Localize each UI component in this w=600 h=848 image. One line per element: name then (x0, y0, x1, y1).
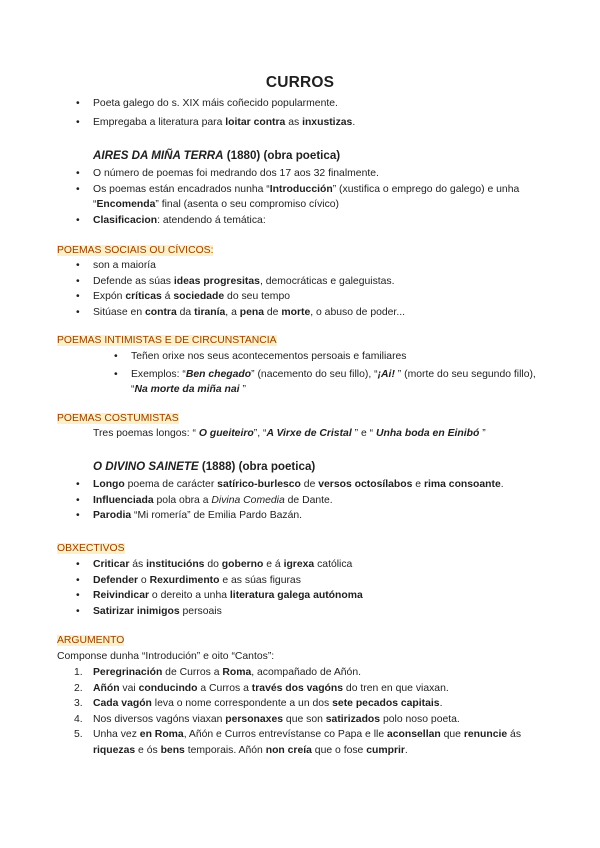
divino-list (93, 477, 563, 524)
list-item: 5. Unha vez en Roma, Añón e Curros entrevístanse co Papa e lle aconsellan que renuncie ás riquezas e ós bens temporais. Añón non creía que o fose cumprir. (74, 729, 522, 756)
list-item: • Poeta galego do s. XIX máis coñecido popularmente. (93, 96, 563, 112)
section-heading-aires: AIRES DA MIÑA TERRA (1880) (obra poetica) (93, 149, 341, 162)
section-heading-divino: O DIVINO SAINETE (1888) (obra poetica) (93, 460, 316, 473)
list-item: 1. Peregrinación de Curros a Roma, acompañado de Añón. (74, 667, 362, 678)
section-heading-sociais: POEMAS SOCIAIS OU CÍVICOS: (57, 245, 214, 256)
intimistas-list (131, 349, 571, 398)
list-item: • Expón críticas á sociedade do seu tempo (93, 289, 553, 305)
list-item: • Empregaba a literatura para loitar contra as inxustizas. (93, 115, 563, 131)
list-item: • son a maioría (93, 258, 553, 274)
list-item: • Defender o Rexurdimento e as súas figuras (93, 573, 563, 589)
intro-list (93, 96, 563, 130)
list-item: • Reivindicar o dereito a unha literatura galega autónoma (93, 588, 563, 604)
argumento-list (74, 665, 553, 759)
section-heading-costumistas: POEMAS COSTUMISTAS (57, 413, 179, 424)
list-item: • Sitúase en contra da tiranía, a pena de morte, o abuso de poder... (93, 305, 553, 321)
list-item: • O número de poemas foi medrando dos 17 aos 32 finalmente. (93, 166, 553, 182)
obxectivos-list (93, 557, 563, 619)
argumento-lead: Componse dunha “Introdución” e oito “Cantos”: (57, 651, 275, 662)
list-item: 3. Cada vagón leva o nome correspondente a un dos sete pecados capitais. (74, 698, 443, 710)
list-item: • Satirizar inimigos persoais (93, 604, 563, 620)
list-item: • Defende as súas ideas progresitas, democráticas e galeguistas. (93, 274, 553, 290)
section-heading-obxectivos: OBXECTIVOS (57, 543, 125, 554)
list-item: • Exemplos: “Ben chegado” (nacemento do seu fillo), “¡Ai! ” (morte do seu segundo fillo), “Na morte da miña nai ” (131, 367, 571, 398)
list-item: • Influenciada pola obra a Divina Comedia de Dante. (93, 493, 563, 509)
section-heading-argumento: ARGUMENTO (57, 635, 125, 646)
section-heading-intimistas: POEMAS INTIMISTAS E DE CIRCUNSTANCIA (57, 335, 277, 346)
list-item: • Os poemas están encadrados nunha “Introducción” (xustifica o emprego do galego) e unha “Encomenda” final (asenta o seu compromiso cívico) (93, 182, 553, 213)
list-item: • Clasificacion: atendendo á temática: (93, 213, 553, 229)
page-title: CURROS (265, 74, 335, 91)
list-item: 4. Nos diversos vagóns viaxan personaxes que son satirizados polo noso poeta. (74, 713, 460, 725)
costumistas-text: Tres poemas longos: “ O gueiteiro”, “A Virxe de Cristal ” e “ Unha boda en Einibó ” (93, 428, 486, 439)
list-item: • Criticar ás institucións do goberno e á igrexa católica (93, 557, 563, 573)
list-item: 2. Añón vai conducindo a Curros a través dos vagóns do tren en que viaxan. (74, 682, 449, 694)
list-item: • Longo poema de carácter satírico-burlesco de versos octosílabos e rima consoante. (93, 477, 563, 493)
list-item: • Parodia “Mi romería” de Emilia Pardo Bazán. (93, 508, 563, 524)
aires-list (93, 166, 553, 228)
sociais-list (93, 258, 553, 320)
list-item: • Teñen orixe nos seus acontecementos persoais e familiares (131, 349, 571, 365)
